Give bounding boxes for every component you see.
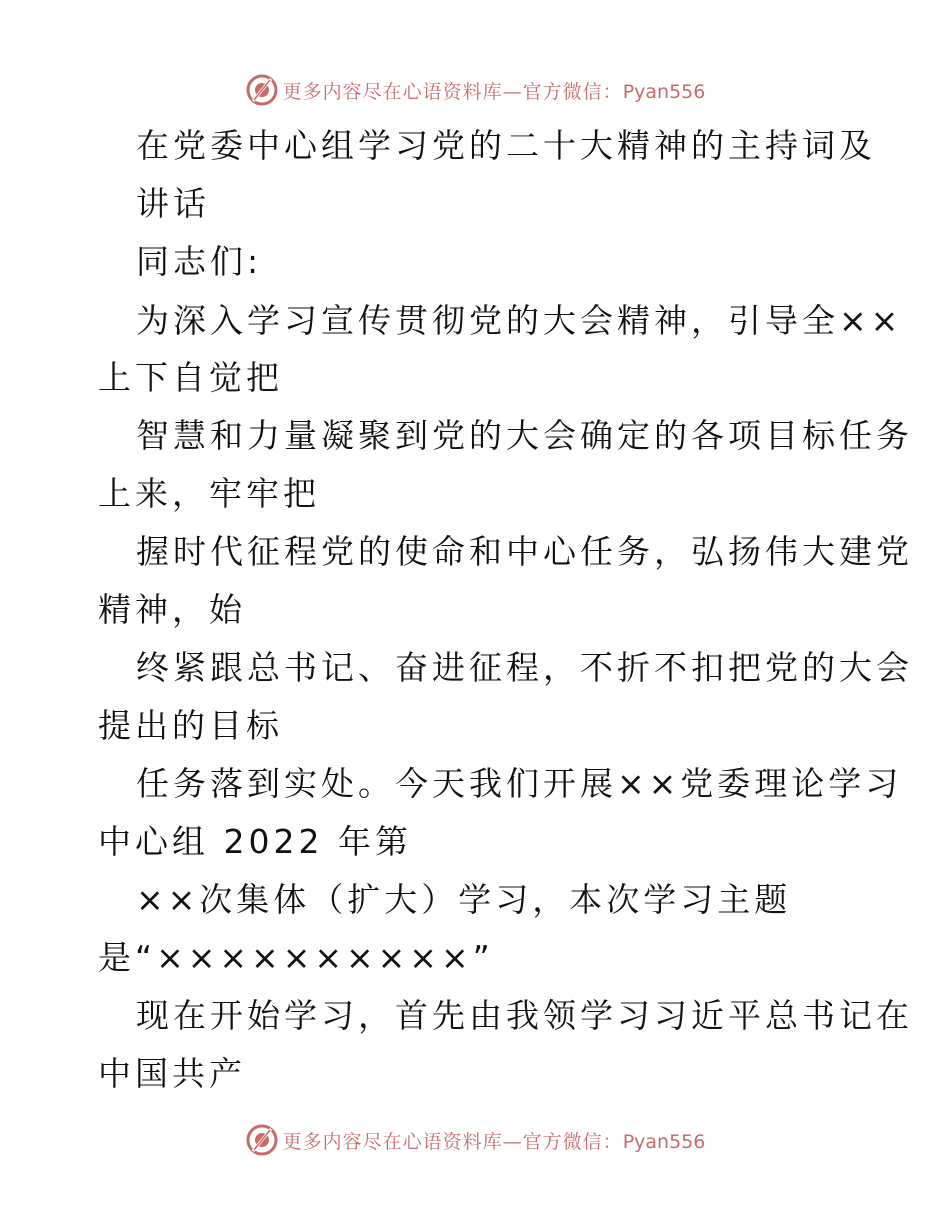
doc-line: 智慧和力量凝聚到党的大会确定的各项目标任务 <box>136 416 913 455</box>
banner-separator: — <box>502 80 523 103</box>
doc-line: 任务落到实处。今天我们开展××党委理论学习 <box>136 764 903 803</box>
doc-title-line-2: 讲话 <box>136 184 210 223</box>
doc-line: 中心组 2022 年第 <box>98 822 412 861</box>
doc-salutation: 同志们: <box>136 242 263 281</box>
doc-line: 终紧跟总书记、奋进征程，不折不扣把党的大会 <box>136 648 913 687</box>
footer-banner <box>0 1120 950 1160</box>
banner-separator: — <box>502 1130 523 1153</box>
banner-wechat-id: Pyan556 <box>622 1130 706 1153</box>
doc-line: 上来，牢牢把 <box>98 474 320 513</box>
doc-line: 上下自觉把 <box>98 358 283 397</box>
banner-text: 更多内容尽在心语资料库 <box>282 80 503 103</box>
doc-line: 中国共产 <box>98 1054 246 1093</box>
header-banner <box>0 70 950 110</box>
doc-line: 现在开始学习，首先由我领学习习近平总书记在 <box>136 996 913 1035</box>
doc-line: 精神，始 <box>98 590 246 629</box>
doc-line: ××次集体（扩大）学习，本次学习主题 <box>136 880 792 919</box>
banner-wechat-label: 官方微信： <box>522 1130 623 1153</box>
doc-line: 是“××××××××××” <box>98 938 494 977</box>
doc-title-line-1: 在党委中心组学习党的二十大精神的主持词及 <box>136 126 876 165</box>
logo-icon <box>245 1123 279 1157</box>
banner-text: 更多内容尽在心语资料库 <box>282 1130 503 1153</box>
logo-icon <box>245 73 279 107</box>
banner-wechat-label: 官方微信： <box>522 80 623 103</box>
doc-line: 握时代征程党的使命和中心任务，弘扬伟大建党 <box>136 532 913 571</box>
doc-line: 为深入学习宣传贯彻党的大会精神，引导全×× <box>136 301 903 340</box>
doc-line: 提出的目标 <box>98 706 283 745</box>
banner-wechat-id: Pyan556 <box>622 80 706 103</box>
